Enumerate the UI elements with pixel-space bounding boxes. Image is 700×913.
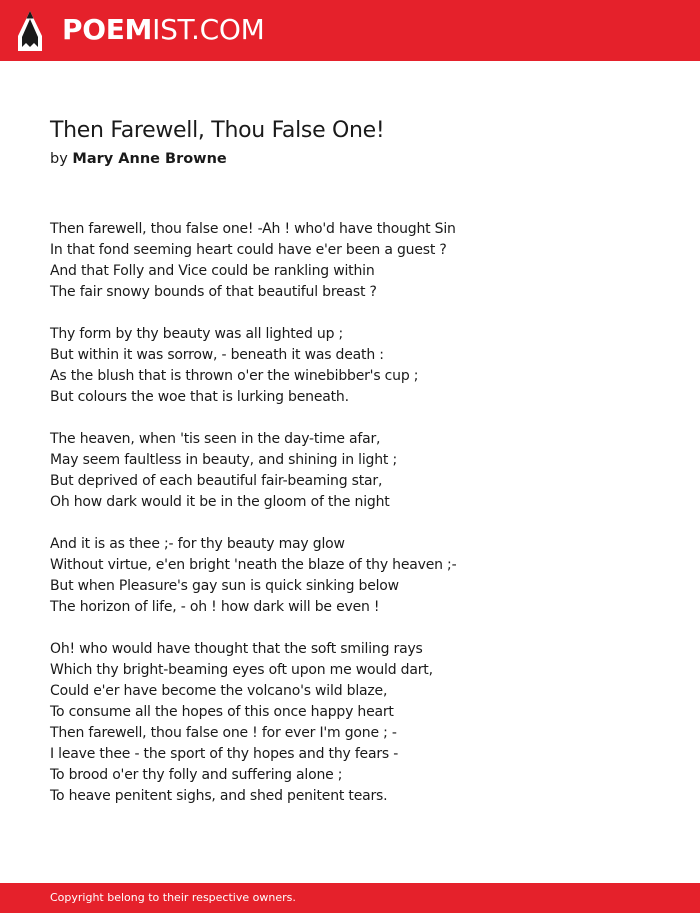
poem-line: The fair snowy bounds of that beautiful breast ? — [50, 284, 377, 300]
poem-line: But deprived of each beautiful fair-beaming star, — [50, 473, 383, 489]
poem-line: But when Pleasure's gay sun is quick sinking below — [50, 578, 399, 594]
site-footer — [0, 883, 700, 913]
poem-line: Oh! who would have thought that the soft smiling rays — [50, 641, 423, 657]
poem-author: Mary Anne Browne — [72, 151, 227, 167]
poem-line: Then farewell, thou false one! -Ah ! who'd have thought Sin — [50, 221, 456, 237]
poem-line: Could e'er have become the volcano's wild blaze, — [50, 683, 388, 699]
poem-line: The heaven, when 'tis seen in the day-time afar, — [50, 431, 381, 447]
poem-line: To brood o'er thy folly and suffering alone ; — [50, 767, 343, 783]
poem-stanza — [50, 639, 670, 807]
poem-line: Thy form by thy beauty was all lighted up ; — [50, 326, 344, 342]
poem-stanza — [50, 324, 670, 408]
poem-line: I leave thee - the sport of thy hopes and thy fears - — [50, 746, 399, 762]
pencil-tip-icon[interactable] — [17, 10, 43, 52]
poem-line: Without virtue, e'en bright 'neath the blaze of thy heaven ;- — [50, 557, 457, 573]
site-header — [0, 0, 700, 61]
poem-line: As the blush that is thrown o'er the winebibber's cup ; — [50, 368, 419, 384]
poem-line: The horizon of life, - oh ! how dark will be even ! — [50, 599, 380, 615]
poem-line: And it is as thee ;- for thy beauty may glow — [50, 536, 345, 552]
by-label: by — [50, 151, 68, 167]
poem-stanza — [50, 429, 670, 513]
poem-line: To consume all the hopes of this once happy heart — [50, 704, 394, 720]
poem-line: In that fond seeming heart could have e'er been a guest ? — [50, 242, 447, 258]
logo-light-text: IST.COM — [152, 13, 265, 46]
poem-line: But colours the woe that is lurking beneath. — [50, 389, 349, 405]
poem-line: May seem faultless in beauty, and shining in light ; — [50, 452, 397, 468]
poem-stanza — [50, 219, 670, 303]
poem-line: Then farewell, thou false one ! for ever I'm gone ; - — [50, 725, 397, 741]
poem-byline — [50, 149, 227, 169]
poem-line: Oh how dark would it be in the gloom of the night — [50, 494, 390, 510]
poem-line: And that Folly and Vice could be rankling within — [50, 263, 375, 279]
site-logo[interactable] — [62, 13, 265, 47]
logo-bold-text: POEM — [62, 13, 153, 46]
poem-body — [50, 219, 670, 828]
poem-title: Then Farewell, Thou False One! — [50, 118, 385, 143]
poem-line: Which thy bright-beaming eyes oft upon me would dart, — [50, 662, 433, 678]
copyright-text: Copyright belong to their respective owners. — [50, 891, 296, 904]
poem-line: But within it was sorrow, - beneath it was death : — [50, 347, 384, 363]
poem-stanza — [50, 534, 670, 618]
poem-line: To heave penitent sighs, and shed penitent tears. — [50, 788, 388, 804]
